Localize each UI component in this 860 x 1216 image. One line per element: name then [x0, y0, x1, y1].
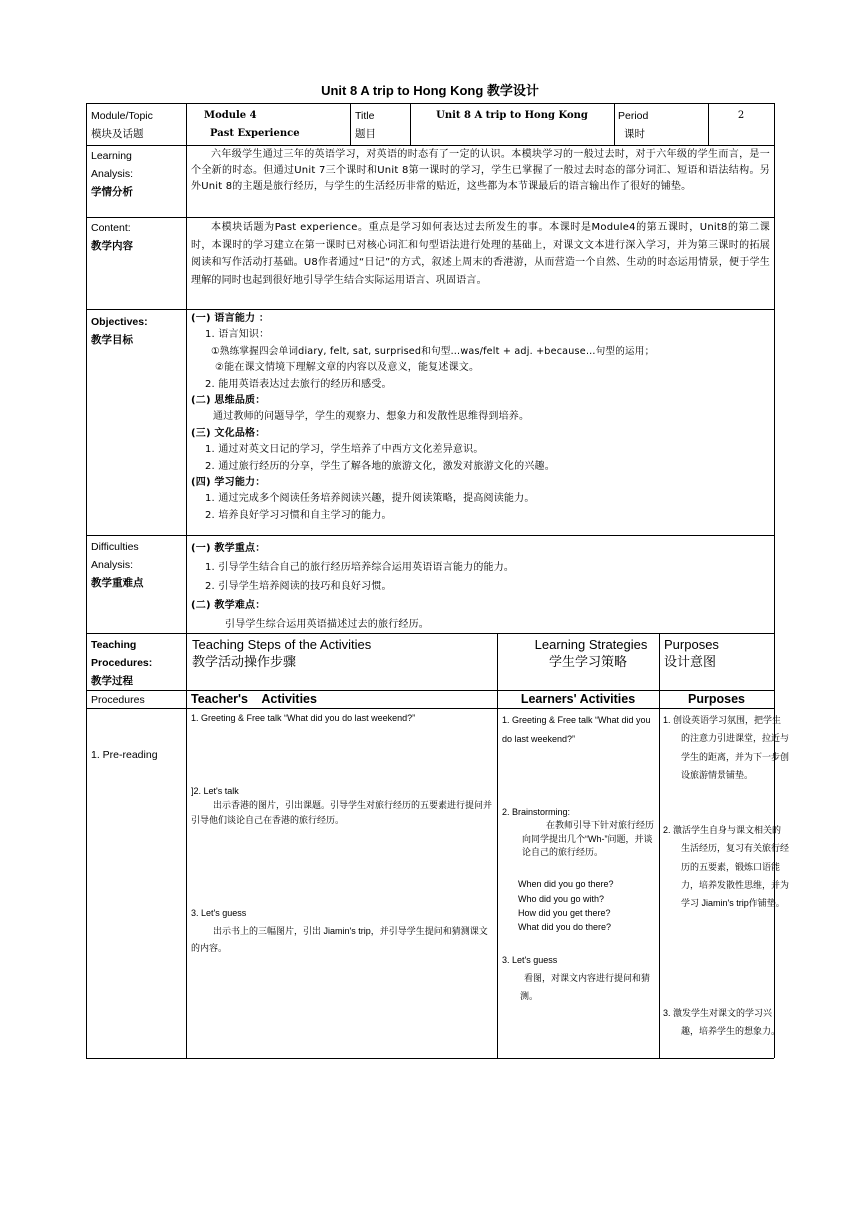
module-label-en: Module/Topic	[91, 110, 153, 122]
purposes-col-header: Purposes	[688, 692, 745, 706]
diff-label-3: 教学重难点	[91, 577, 144, 589]
objective-line: (一) 语言能力 ：	[191, 313, 270, 324]
objective-line: 1. 通过对英文日记的学习，学生培养了中西方文化差异意识。	[205, 444, 484, 456]
content-label-2: 教学内容	[91, 240, 133, 252]
teacher-activity: ]2. Let's talk	[191, 786, 239, 796]
teacher-activity: 3. Let's guess	[191, 908, 247, 918]
content-label-1: Content:	[91, 222, 131, 234]
period-label-cn: 课时	[624, 128, 645, 140]
title-label	[355, 107, 410, 143]
module-value-line1: Module 4	[204, 110, 257, 121]
procedures-label: Procedures	[91, 694, 145, 706]
learning-strategies-en: Learning Strategies	[534, 637, 648, 652]
diff-label-2: Analysis:	[91, 559, 134, 571]
objective-line: ②能在课文情境下理解文章的内容以及意义，能复述课文。	[215, 362, 480, 374]
difficulty-line: (一) 教学重点：	[191, 543, 266, 554]
module-label-cn: 模块及话题	[91, 128, 144, 140]
teacher-activity: 出示香港的图片，引出课题。引导学生对旅行经历的五要素进行提问并引导他们谈论自己在香港的旅行经历。	[191, 800, 493, 825]
purposes-cn: 设计意图	[664, 654, 717, 669]
objective-line: (二) 思维品质：	[191, 395, 266, 407]
learner-activity: When did you go there?	[518, 879, 614, 889]
period-label-en: Period	[618, 110, 649, 122]
learner-activity: How did you get there?	[518, 908, 611, 918]
document-title: Unit 8 A trip to Hong Kong 教学设计	[321, 83, 539, 98]
teacher-activity: 出示书上的三幅图片，引出 Jiamin's trip，并引导学生提问和猜测课文的内容。	[191, 926, 488, 953]
learner-activity: 2. Brainstorming:	[502, 807, 571, 817]
learner-activity: 3. Let's guess	[502, 955, 558, 965]
pre-reading-label: 1. Pre-reading	[91, 749, 158, 761]
purposes-header	[664, 636, 772, 670]
learner-activity: 看图，对课文内容进行提问和猜测。	[520, 973, 651, 1001]
objectives-label-1: Objectives:	[91, 316, 148, 328]
content-text: 本模块话题为Past experience。重点是学习如何表达过去所发生的事。本课时是Module4的第五课时，Unit8的第二课时，本课时的学习建立在第一课时已对核心词汇和句型语法进行处理的基础上，对课文文本进行深入学习，并为第三课时的拓展阅读和写作活动打基础。U8作者通过“日记”的方式，叙述上周末的香港游，从而营造一个自然、生动的时态运用情景，便于学生理解的同时也起到很好地引导学生结合实际运用语言、巩固语言。	[191, 222, 770, 286]
objective-line: 2. 培养良好学习习惯和自主学习的能力。	[205, 509, 392, 521]
learning-strategies-header	[498, 636, 658, 670]
objective-line: 1. 语言知识：	[205, 329, 270, 341]
teaching-label-3: 教学过程	[91, 675, 133, 687]
title-label-en: Title	[355, 110, 375, 122]
module-value-line2: Past Experience	[210, 128, 300, 139]
teaching-steps-header	[192, 636, 492, 670]
objective-line: (三) 文化品格：	[191, 427, 266, 439]
objectives-label	[91, 313, 186, 349]
difficulty-line: 引导学生综合运用英语描述过去的旅行经历。	[225, 619, 429, 630]
learning-analysis-text: 六年级学生通过三年的英语学习，对英语的时态有了一定的认识。本模块学习的一般过去时，对于六年级的学生而言，是一个全新的时态。但通过Unit 7三个课时和Unit 8第一课时的学习，学生已掌握了一般过去时态的部分词汇、短语和语法结构。另外Unit 8的主题是旅行经历，与学生的生活经历非常的贴近，这些都为本节课最后的语言输出作了很好的铺垫。	[191, 149, 770, 192]
purpose-item: 2. 激活学生自身与课文相关的生活经历，复习有关旅行经历的五要素，锻炼口语能力，培养发散性思维，并为学习 Jiamin's trip作铺垫。	[663, 825, 790, 909]
teacher-activities-cell	[191, 711, 494, 1056]
objectives-list	[191, 311, 772, 524]
purposes-cell	[663, 711, 790, 1056]
teaching-steps-en: Teaching Steps of the Activities	[192, 637, 372, 652]
period-label	[618, 107, 708, 143]
difficulties-list	[191, 539, 770, 634]
difficulty-line: 2. 引导学生培养阅读的技巧和良好习惯。	[205, 581, 392, 592]
title-value: Unit 8 A trip to Hong Kong	[436, 110, 588, 121]
module-label	[91, 107, 186, 143]
la-label-3: 学情分析	[91, 186, 133, 198]
purpose-item: 1. 创设英语学习氛围，把学生的注意力引进课堂，拉近与学生的距离，并为下一步创设旅游情景铺垫。	[663, 715, 790, 780]
learners-activities-header: Learners' Activities	[520, 692, 636, 706]
content-label	[91, 219, 186, 255]
teaching-label	[91, 636, 186, 690]
objective-line: 通过教师的问题导学，学生的观察力、想象力和发散性思维得到培养。	[213, 411, 530, 423]
purposes-en: Purposes	[664, 637, 719, 652]
learning-strategies-cn: 学生学习策略	[548, 654, 627, 669]
teaching-steps-cn: 教学活动操作步骤	[192, 654, 297, 669]
objective-line: 2. 能用英语表达过去旅行的经历和感受。	[205, 378, 392, 390]
objective-line: 1. 通过完成多个阅读任务培养阅读兴趣，提升阅读策略，提高阅读能力。	[205, 493, 535, 505]
title-label-cn: 题目	[355, 128, 376, 140]
difficulty-line: 1. 引导学生结合自己的旅行经历培养综合运用英语语言能力的能力。	[205, 562, 515, 573]
purpose-item: 3. 激发学生对课文的学习兴趣，培养学生的想象力。	[663, 1008, 781, 1037]
la-label-2: Analysis:	[91, 168, 134, 180]
la-label-1: Learning	[91, 150, 132, 162]
learner-activity: What did you do there?	[518, 922, 612, 932]
period-value: 2	[737, 110, 745, 121]
objective-line: 2. 通过旅行经历的分享，学生了解各地的旅游文化，激发对旅游文化的兴趣。	[205, 460, 555, 472]
learner-activity: 1. Greeting & Free talk “What did you do last weekend?”	[502, 715, 651, 744]
teaching-label-2: Procedures:	[91, 657, 153, 669]
learner-activity: 在教师引导下针对旅行经历向同学提出几个“Wh-”问题，并谈论自己的旅行经历。	[522, 820, 655, 857]
diff-label-1: Difficulties	[91, 541, 139, 553]
teacher-activities-header: Teacher's Activities	[191, 692, 317, 706]
objectives-label-2: 教学目标	[91, 334, 133, 346]
module-value	[186, 107, 350, 143]
difficulty-line: (二) 教学难点：	[191, 600, 266, 611]
teaching-label-1: Teaching	[91, 639, 137, 651]
learner-activity: Who did you go with?	[518, 894, 605, 904]
objective-line: (四) 学习能力：	[191, 477, 266, 489]
teacher-activity: 1. Greeting & Free talk “What did you do last weekend?”	[191, 713, 416, 723]
learning-analysis-label	[91, 147, 186, 201]
objective-line: ①熟练掌握四会单词diary, felt, sat, surprised和句型…was/felt + adj. +because…句型的运用；	[211, 345, 655, 357]
difficulties-label	[91, 538, 186, 592]
learners-activities-cell	[502, 711, 657, 1056]
